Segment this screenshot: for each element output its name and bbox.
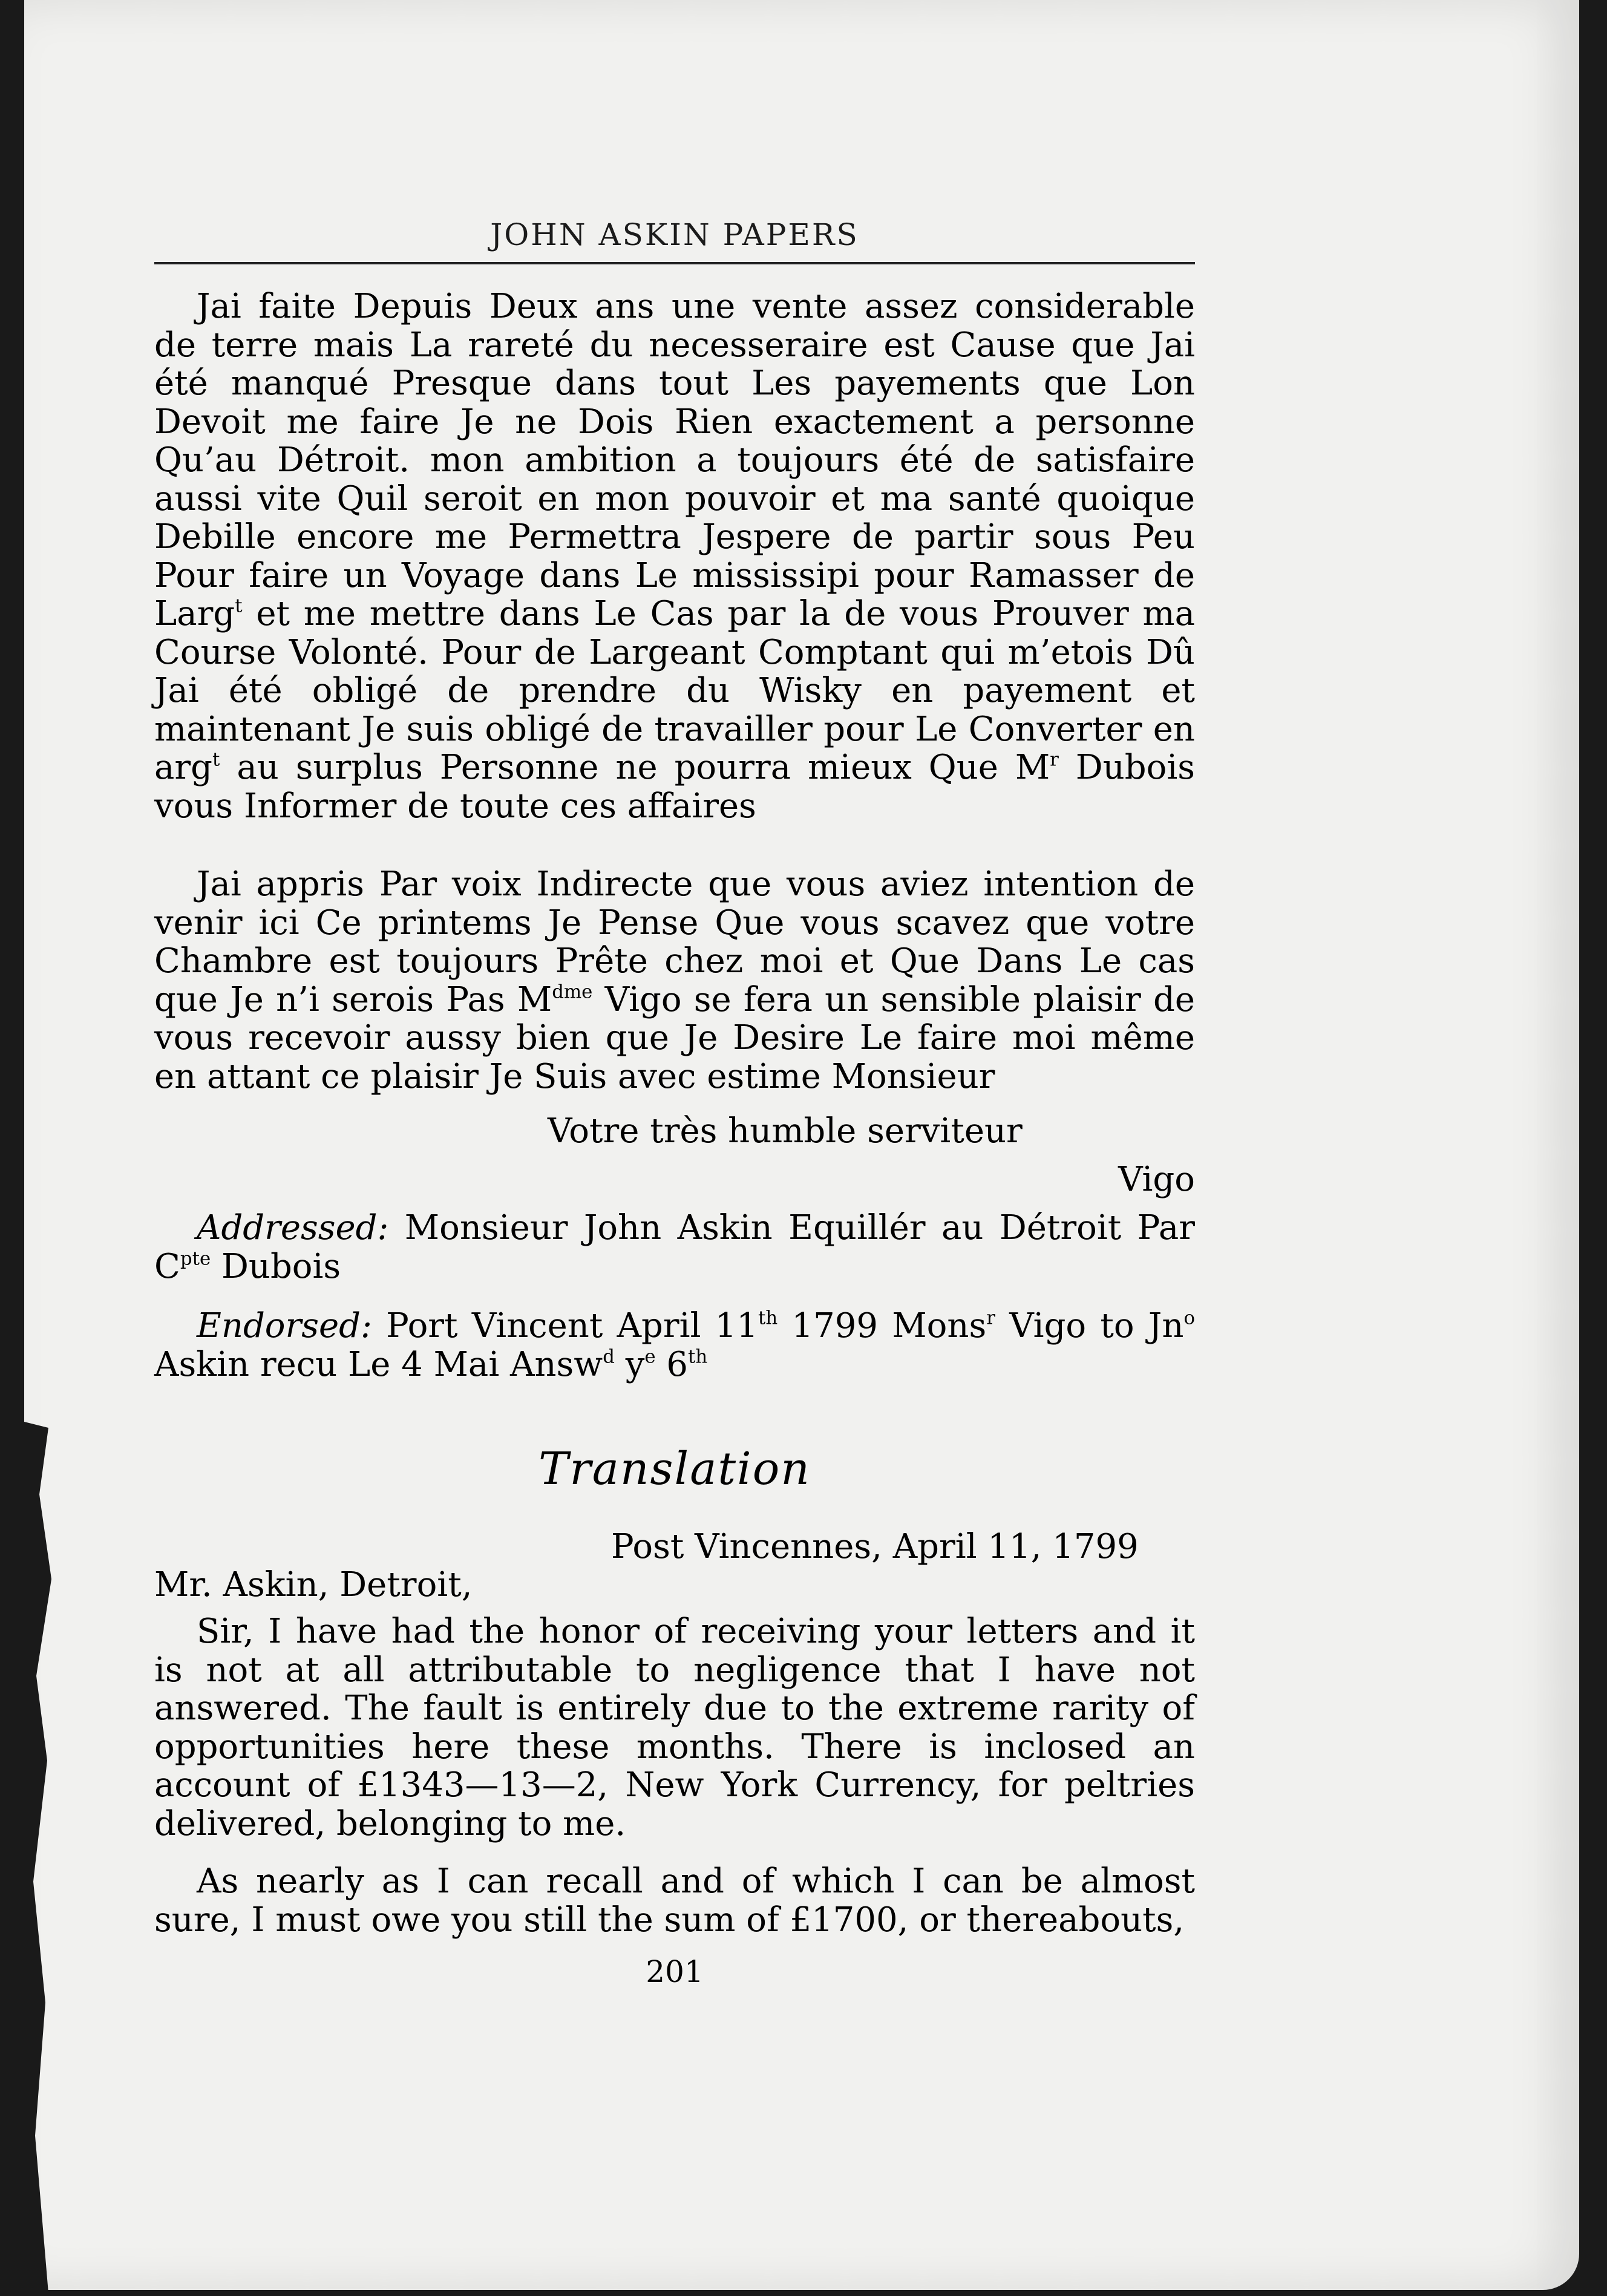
translation-paragraph-1: Sir, I have had the honor of receiving your letters and it is not at all attributable to negligence that I have not answered. The fault is entirely due to the extreme rarity of opportunities here these months. There is inclosed an account of £1343—13—2, New York Currency, for peltries delivered, belonging to me.: [154, 1612, 1195, 1843]
addressed-note: Addressed: Monsieur John Askin Equillér au Détroit Par $C^{pte}$ Dubois: [154, 1208, 1195, 1286]
closing: Votre très humble serviteur: [548, 1111, 1023, 1151]
salutation: Mr. Askin, Detroit,: [154, 1565, 473, 1604]
french-paragraph-2: Jai appris Par voix Indirecte que vous aviez intention de venir ici Ce printems Je Pense Que vous scavez que votre Chambre est toujours Prête chez moi et Que Dans Le cas que Je n’i serois Pas $M^{dme}$ Vigo se fera un sensible plaisir de vous recevoir aussy bien que Je Desire Le faire moi même en attant ce plaisir Je Suis avec estime Monsieur: [154, 865, 1195, 1096]
translation-paragraph-2: As nearly as I can recall and of which I can be almost sure, I must owe you still the sum of £1700, or thereabouts,: [154, 1862, 1195, 1940]
french-paragraph-1: Jai faite Depuis Deux ans une vente assez considerable de terre mais La rareté du necesseraire est Cause que Jai été manqué Presque dans tout Les payements que Lon Devoit me faire Je ne Dois Rien exactement a personne Qu’au Détroit. mon ambition a toujours été de satisfaire aussi vite Quil seroit en mon pouvoir et ma santé quoique Debille encore me Permettra Jespere de partir sous Peu Pour faire un Voyage dans Le mississipi pour Ramasser de Larg$^t$ et me mettre dans Le Cas par la de vous Prouver ma Course Volonté. Pour de Largeant Comptant qui m’etois Dû Jai été obligé de prendre du Wisky en payement et maintenant Je suis obligé de travailler pour Le Converter en arg$^t$ au surplus Personne ne pourra mieux Que $M^r$ Dubois vous Informer de toute ces affaires: [154, 287, 1195, 826]
book-page: [24, 0, 1579, 2290]
torn-edge: [24, 1422, 79, 2293]
page-number: 201: [646, 1954, 704, 1989]
dateline: Post Vincennes, April 11, 1799: [611, 1527, 1139, 1566]
running-head: JOHN ASKIN PAPERS: [154, 211, 1195, 264]
translation-title: Translation: [538, 1443, 811, 1495]
signature: Vigo: [1118, 1160, 1195, 1199]
endorsed-note: Endorsed: Port Vincent April 11th 1799 Mons$^r$ Vigo to Jn$^o$ Askin recu Le 4 Mai Answ$^d$ $y^e$ 6th: [154, 1306, 1195, 1384]
